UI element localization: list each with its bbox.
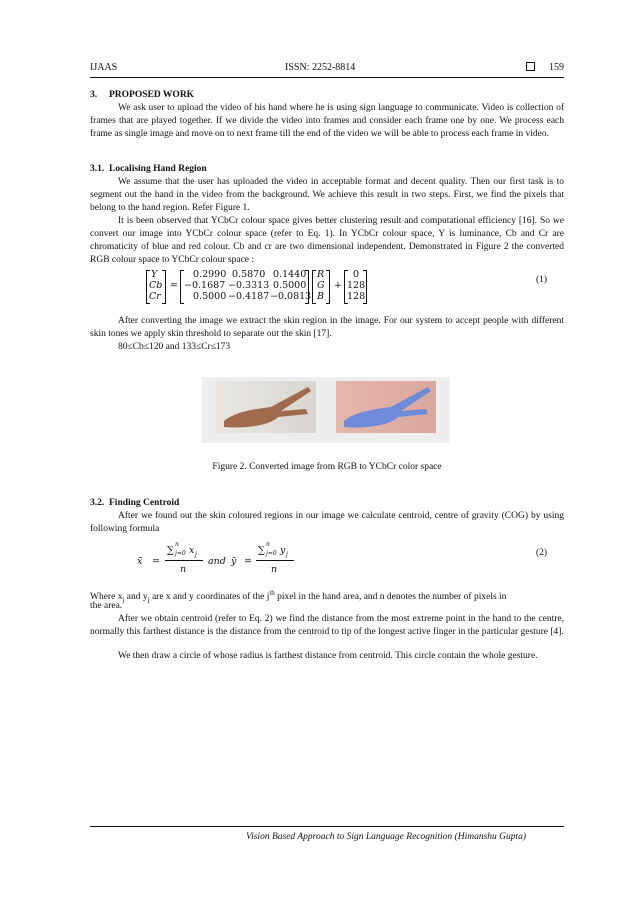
fraction-bar [256, 560, 294, 561]
bracket [162, 270, 166, 304]
rgb-hand-image [216, 381, 316, 433]
eq2-sum: ∑ [167, 545, 174, 556]
eq1-lhs-cr: Cr [149, 291, 161, 302]
eq2-sub: j=0 [175, 550, 186, 557]
eq2-x: x [189, 545, 195, 556]
footer-title: Vision Based Approach to Sign Language Recognition (Himanshu Gupta) [246, 832, 527, 842]
eq2-n: n [180, 564, 187, 575]
matrix-cell: 0.5000 [193, 291, 227, 302]
offset-cell: 0 [353, 269, 360, 280]
section-3-paragraph: We ask user to upload the video of his hand where he is using sign language to communicate. Video is collection of frames that are played together. If we divide the video into frames and consider each frame one by one. We process each frame as single image and move on to next frame till the end of the video we will be able to process each frame in video. [90, 103, 564, 139]
matrix-cell: −0.1687 [184, 280, 226, 291]
offset-cell: 128 [347, 280, 366, 291]
eq1-g: G [317, 280, 325, 291]
checkbox-icon [526, 62, 535, 71]
eq1-lhs-y: Y [151, 269, 158, 280]
eq2-equals: = [152, 556, 160, 567]
eq2-y: y [280, 545, 286, 556]
matrix-cell: −0.0813 [270, 291, 312, 302]
eq1-equals: = [170, 280, 178, 291]
figure-2 [202, 377, 450, 443]
eq2-equals: = [244, 556, 252, 567]
bracket [312, 270, 316, 304]
page-number: 159 [549, 62, 564, 73]
section-3-1-paragraph-1: We assume that the user has uploaded the video in acceptable format and decent quality. Then our first task is to segment out the hand in the video from the background. We achieve this result in two steps. First, we find the pixels that belong to the hand region. Refer Figure 1. [90, 177, 564, 213]
section-3-title: 3. PROPOSED WORK [90, 90, 195, 100]
matrix-cell: 0.1440 [273, 269, 307, 280]
matrix-cell: 0.5870 [232, 269, 266, 280]
eq2-j: j [195, 551, 197, 558]
eq2-xbar: x̄ [137, 556, 143, 567]
matrix-cell: 0.2990 [193, 269, 227, 280]
eq2-sup: n [175, 541, 179, 548]
page-number-wrap [526, 62, 564, 73]
section-3-2-paragraph-3: We then draw a circle of whose radius is farthest distance from centroid. This circle contain the whole gesture. [118, 651, 538, 661]
eq2-n: n [271, 564, 278, 575]
offset-cell: 128 [347, 291, 366, 302]
ycbcr-hand-image [336, 381, 436, 433]
eq2-and: and [208, 556, 226, 567]
equation-number-2: (2) [536, 548, 548, 558]
matrix-cell: 0.5000 [273, 280, 307, 291]
eq1-plus: + [334, 280, 342, 291]
eq2-ybar: ȳ [231, 556, 237, 567]
section-3-1-paragraph-2: It is been observed that YCbCr colour space gives better clustering result and computational efficiency [16]. So we convert our image into YCbCr colour space (refer to Eq. 1). In YCbCr colour space, Y is luminance, Cb and Cr are chromaticity of blue and red colour. Cb and cr are two dimensional independent. Demonstrated in Figure 2 the converted RGB colour space to YCbCr colour space : [90, 216, 564, 265]
where-sentence: Where $x_j$ and $y_j$ are x and y coordinates of the $j^{th}$ pixel in the hand area, and n denotes the number of pixels in [90, 589, 507, 605]
bracket [363, 270, 367, 304]
running-header [90, 62, 564, 76]
matrix-cell: −0.4187 [228, 291, 270, 302]
eq1-r: R [317, 269, 325, 280]
eq2-j: j [286, 551, 288, 558]
eq2-sum: ∑ [258, 545, 265, 556]
section-3-2-paragraph-2: After we obtain centroid (refer to Eq. 2) we find the distance from the most extreme point in the hand to the centre, normally this farthest distance is the distance from the centroid to tip of the longest active finger in the particular gesture [4]. [90, 614, 564, 637]
equation-number-1: (1) [536, 275, 548, 285]
bracket [305, 270, 309, 304]
eq2-sub: j=0 [266, 550, 277, 557]
eq1-b: B [317, 291, 324, 302]
journal-name: IJAAS [90, 62, 118, 73]
fraction-bar [165, 560, 203, 561]
figure-2-caption: Figure 2. Converted image from RGB to YCbCr color space [212, 462, 442, 472]
eq1-lhs-cb: Cb [149, 280, 163, 291]
matrix-cell: −0.3313 [228, 280, 270, 291]
section-3-2-paragraph-1: After we found out the skin coloured regions in our image we calculate centroid, centre of gravity (COG) by using following formula [90, 511, 564, 534]
eq2-sup: n [266, 541, 270, 548]
section-3-1-paragraph-3: After converting the image we extract the skin region in the image. For our system to accept people with different skin tones we apply skin threshold to separate out the skin [17]. [90, 316, 564, 339]
header-rule [90, 77, 564, 78]
issn: ISSN: 2252-8814 [285, 62, 356, 73]
where-continuation: the area. [90, 601, 123, 611]
section-3-1-title: 3.1. Localising Hand Region [90, 164, 207, 174]
skin-threshold: 80≤Cb≤120 and 133≤Cr≤173 [118, 342, 231, 352]
bracket [326, 270, 330, 304]
section-3-2-title: 3.2. Finding Centroid [90, 498, 180, 508]
footer-rule [90, 826, 564, 827]
